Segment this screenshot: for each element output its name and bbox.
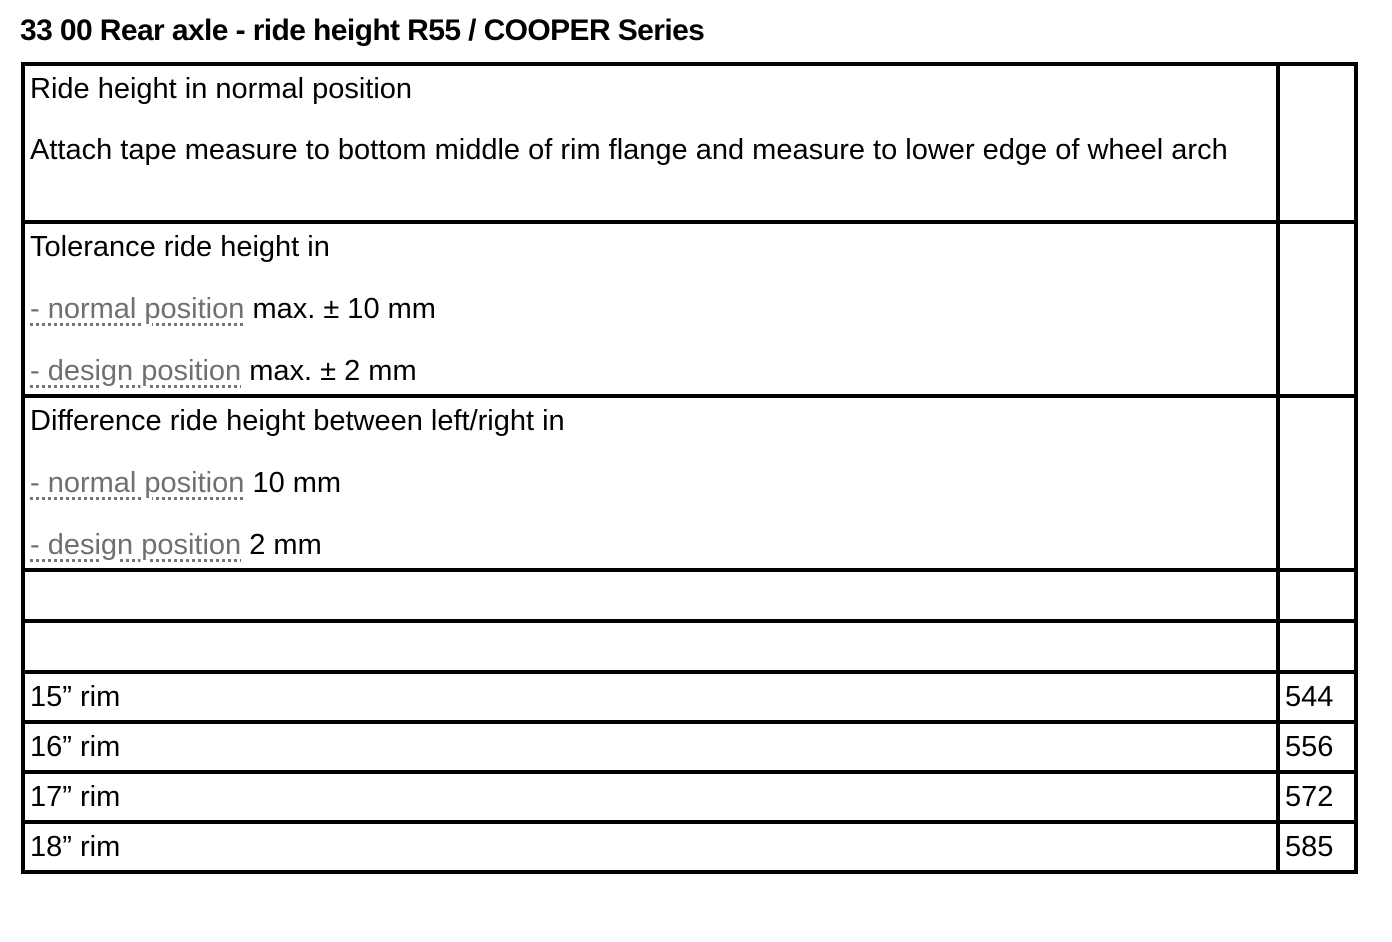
tolerance-cell: [23, 222, 1278, 396]
table-row-rim: [23, 822, 1356, 872]
table-row-difference: [23, 396, 1356, 570]
page-title: 33 00 Rear axle - ride height R55 / COOPER Series: [20, 14, 705, 47]
table-row-rim: [23, 772, 1356, 822]
design-position-link[interactable]: - design position: [30, 355, 242, 387]
rim-value: 556: [1278, 722, 1356, 772]
rim-value: 572: [1278, 772, 1356, 822]
tolerance-normal-line: [30, 286, 1276, 332]
table-row-rim: [23, 672, 1356, 722]
normal-position-link[interactable]: - normal position: [30, 293, 245, 325]
difference-normal-line: [30, 460, 1276, 506]
tolerance-heading: Tolerance ride height in: [30, 231, 330, 263]
table-row-tolerance: [23, 222, 1356, 396]
difference-design-value: 2 mm: [249, 529, 322, 561]
table-row-empty: [23, 621, 1356, 672]
tolerance-value-cell: [1278, 222, 1356, 396]
rim-label: 17” rim: [23, 772, 1278, 822]
rim-label: 16” rim: [23, 722, 1278, 772]
tolerance-normal-value: max. ± 10 mm: [252, 293, 436, 325]
empty-value-cell: [1278, 570, 1356, 621]
rim-value: 585: [1278, 822, 1356, 872]
rim-label: 15” rim: [23, 672, 1278, 722]
empty-value-cell: [1278, 621, 1356, 672]
ride-height-cell: [23, 64, 1278, 222]
difference-design-line: [30, 522, 1276, 568]
design-position-link[interactable]: - design position: [30, 529, 242, 561]
difference-cell: [23, 396, 1278, 570]
tolerance-design-value: max. ± 2 mm: [249, 355, 417, 387]
rim-value: 544: [1278, 672, 1356, 722]
difference-value-cell: [1278, 396, 1356, 570]
rim-label: 18” rim: [23, 822, 1278, 872]
ride-height-heading: Ride height in normal position: [30, 73, 413, 105]
ride-height-value-cell: [1278, 64, 1356, 222]
table-row-ride-height: [23, 64, 1356, 222]
table-row-empty: [23, 570, 1356, 621]
ride-height-table: [21, 62, 1358, 874]
empty-cell: [23, 570, 1278, 621]
normal-position-link[interactable]: - normal position: [30, 467, 245, 499]
table-row-rim: [23, 722, 1356, 772]
difference-heading: Difference ride height between left/right in: [30, 405, 565, 437]
difference-normal-value: 10 mm: [252, 467, 342, 499]
ride-height-instruction: Attach tape measure to bottom middle of rim flange and measure to lower edge of wheel arch: [30, 134, 1228, 166]
empty-cell: [23, 621, 1278, 672]
tolerance-design-line: [30, 348, 1276, 394]
